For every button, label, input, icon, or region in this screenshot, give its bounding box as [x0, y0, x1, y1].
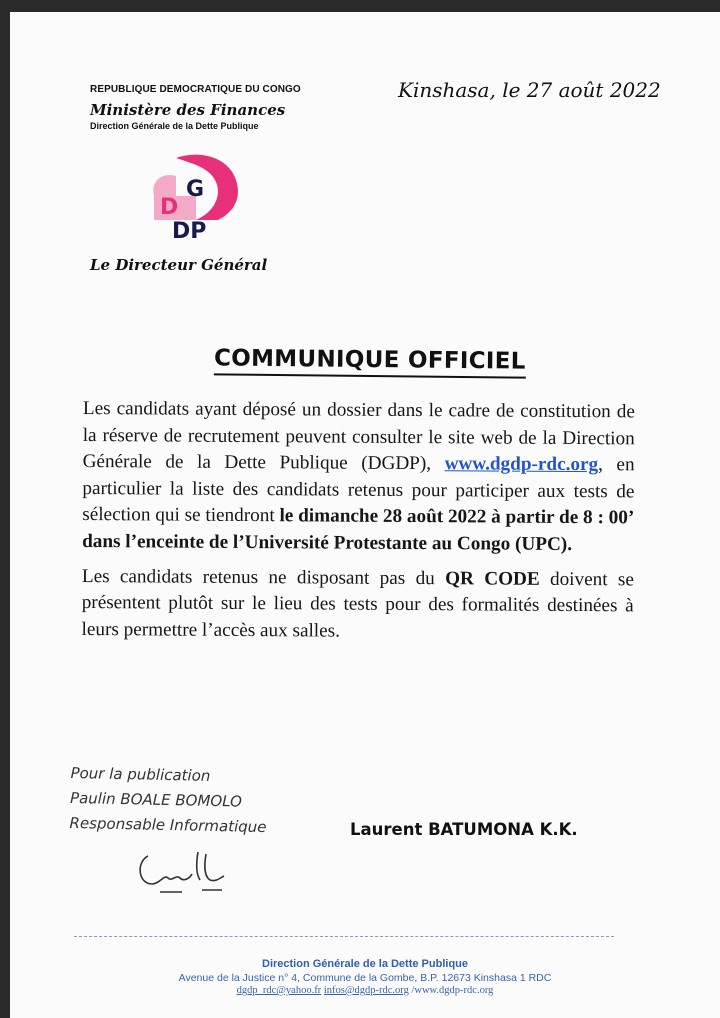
footer-org-name: Direction Générale de la Dette Publique — [262, 958, 468, 970]
footer-address: Avenue de la Justice n° 4, Commune de la Gombe, B.P. 12673 Kinshasa 1 RDC — [178, 972, 552, 984]
communique-body — [81, 396, 635, 647]
footer-contacts — [10, 985, 720, 996]
footer-divider — [74, 936, 614, 937]
logo-letter-d: D — [160, 195, 179, 220]
paragraph-2 — [81, 564, 633, 647]
letterhead — [90, 84, 350, 131]
handnote-line-2: Paulin BOALE BOMOLO — [69, 788, 243, 811]
dgdp-logo — [136, 150, 246, 246]
logo-letters-dp: DP — [172, 219, 207, 244]
footer-email-2[interactable]: infos@dgdp-rdc.org — [323, 985, 409, 996]
footer — [10, 958, 720, 996]
handnote-line-1: Pour la publication — [70, 763, 211, 785]
handnote-line-3: Responsable Informatique — [69, 813, 267, 837]
p2-text-b: doivent se présentent plutôt sur le lieu des tests pour des formalités destinées à leurs permettre l’accès aux salles. — [81, 568, 634, 642]
p2-text-a: Les candidats retenus ne disposant pas du — [81, 565, 446, 589]
communique-title-wrap — [10, 347, 720, 377]
republic-name: REPUBLIQUE DEMOCRATIQUE DU CONGO — [90, 84, 301, 95]
place-date: Kinshasa, le 27 août 2022 — [398, 78, 661, 102]
p1-date-location: le dimanche 28 août 2022 à partir de 8 : 00’ dans l’enceinte de l’Université Protestante au Congo (UPC). — [82, 505, 635, 555]
qr-code-text: QR CODE — [445, 567, 540, 590]
direction-name: Direction Générale de la Dette Publique — [90, 121, 259, 131]
signature-scribble — [130, 848, 240, 898]
footer-email-1[interactable]: dgdp_rdc@yahoo.fr — [236, 985, 322, 996]
ministry-name: Ministère des Finances — [90, 101, 286, 119]
p1-text-a: Les candidats ayant déposé un dossier dans le cadre de constitution de la réserve de recrutement peuvent consulter le site web de la Direction Générale de la Dette Publique (DGDP), — [82, 397, 635, 475]
signer-name: Laurent BATUMONA K.K. — [350, 820, 578, 839]
director-title: Le Directeur Général — [90, 256, 268, 274]
footer-website[interactable]: /www.dgdp-rdc.org — [411, 985, 494, 996]
paragraph-1 — [82, 396, 635, 559]
logo-letter-g: G — [186, 177, 205, 202]
p1-text-b: , en particulier la liste des candidats retenus pour participer aux tests de sélection qui se tiendront — [82, 454, 635, 527]
document-page — [10, 12, 720, 1018]
communique-title: COMMUNIQUE OFFICIEL — [214, 345, 526, 378]
website-link[interactable]: www.dgdp-rdc.org — [444, 453, 599, 476]
handwritten-note — [69, 761, 361, 842]
